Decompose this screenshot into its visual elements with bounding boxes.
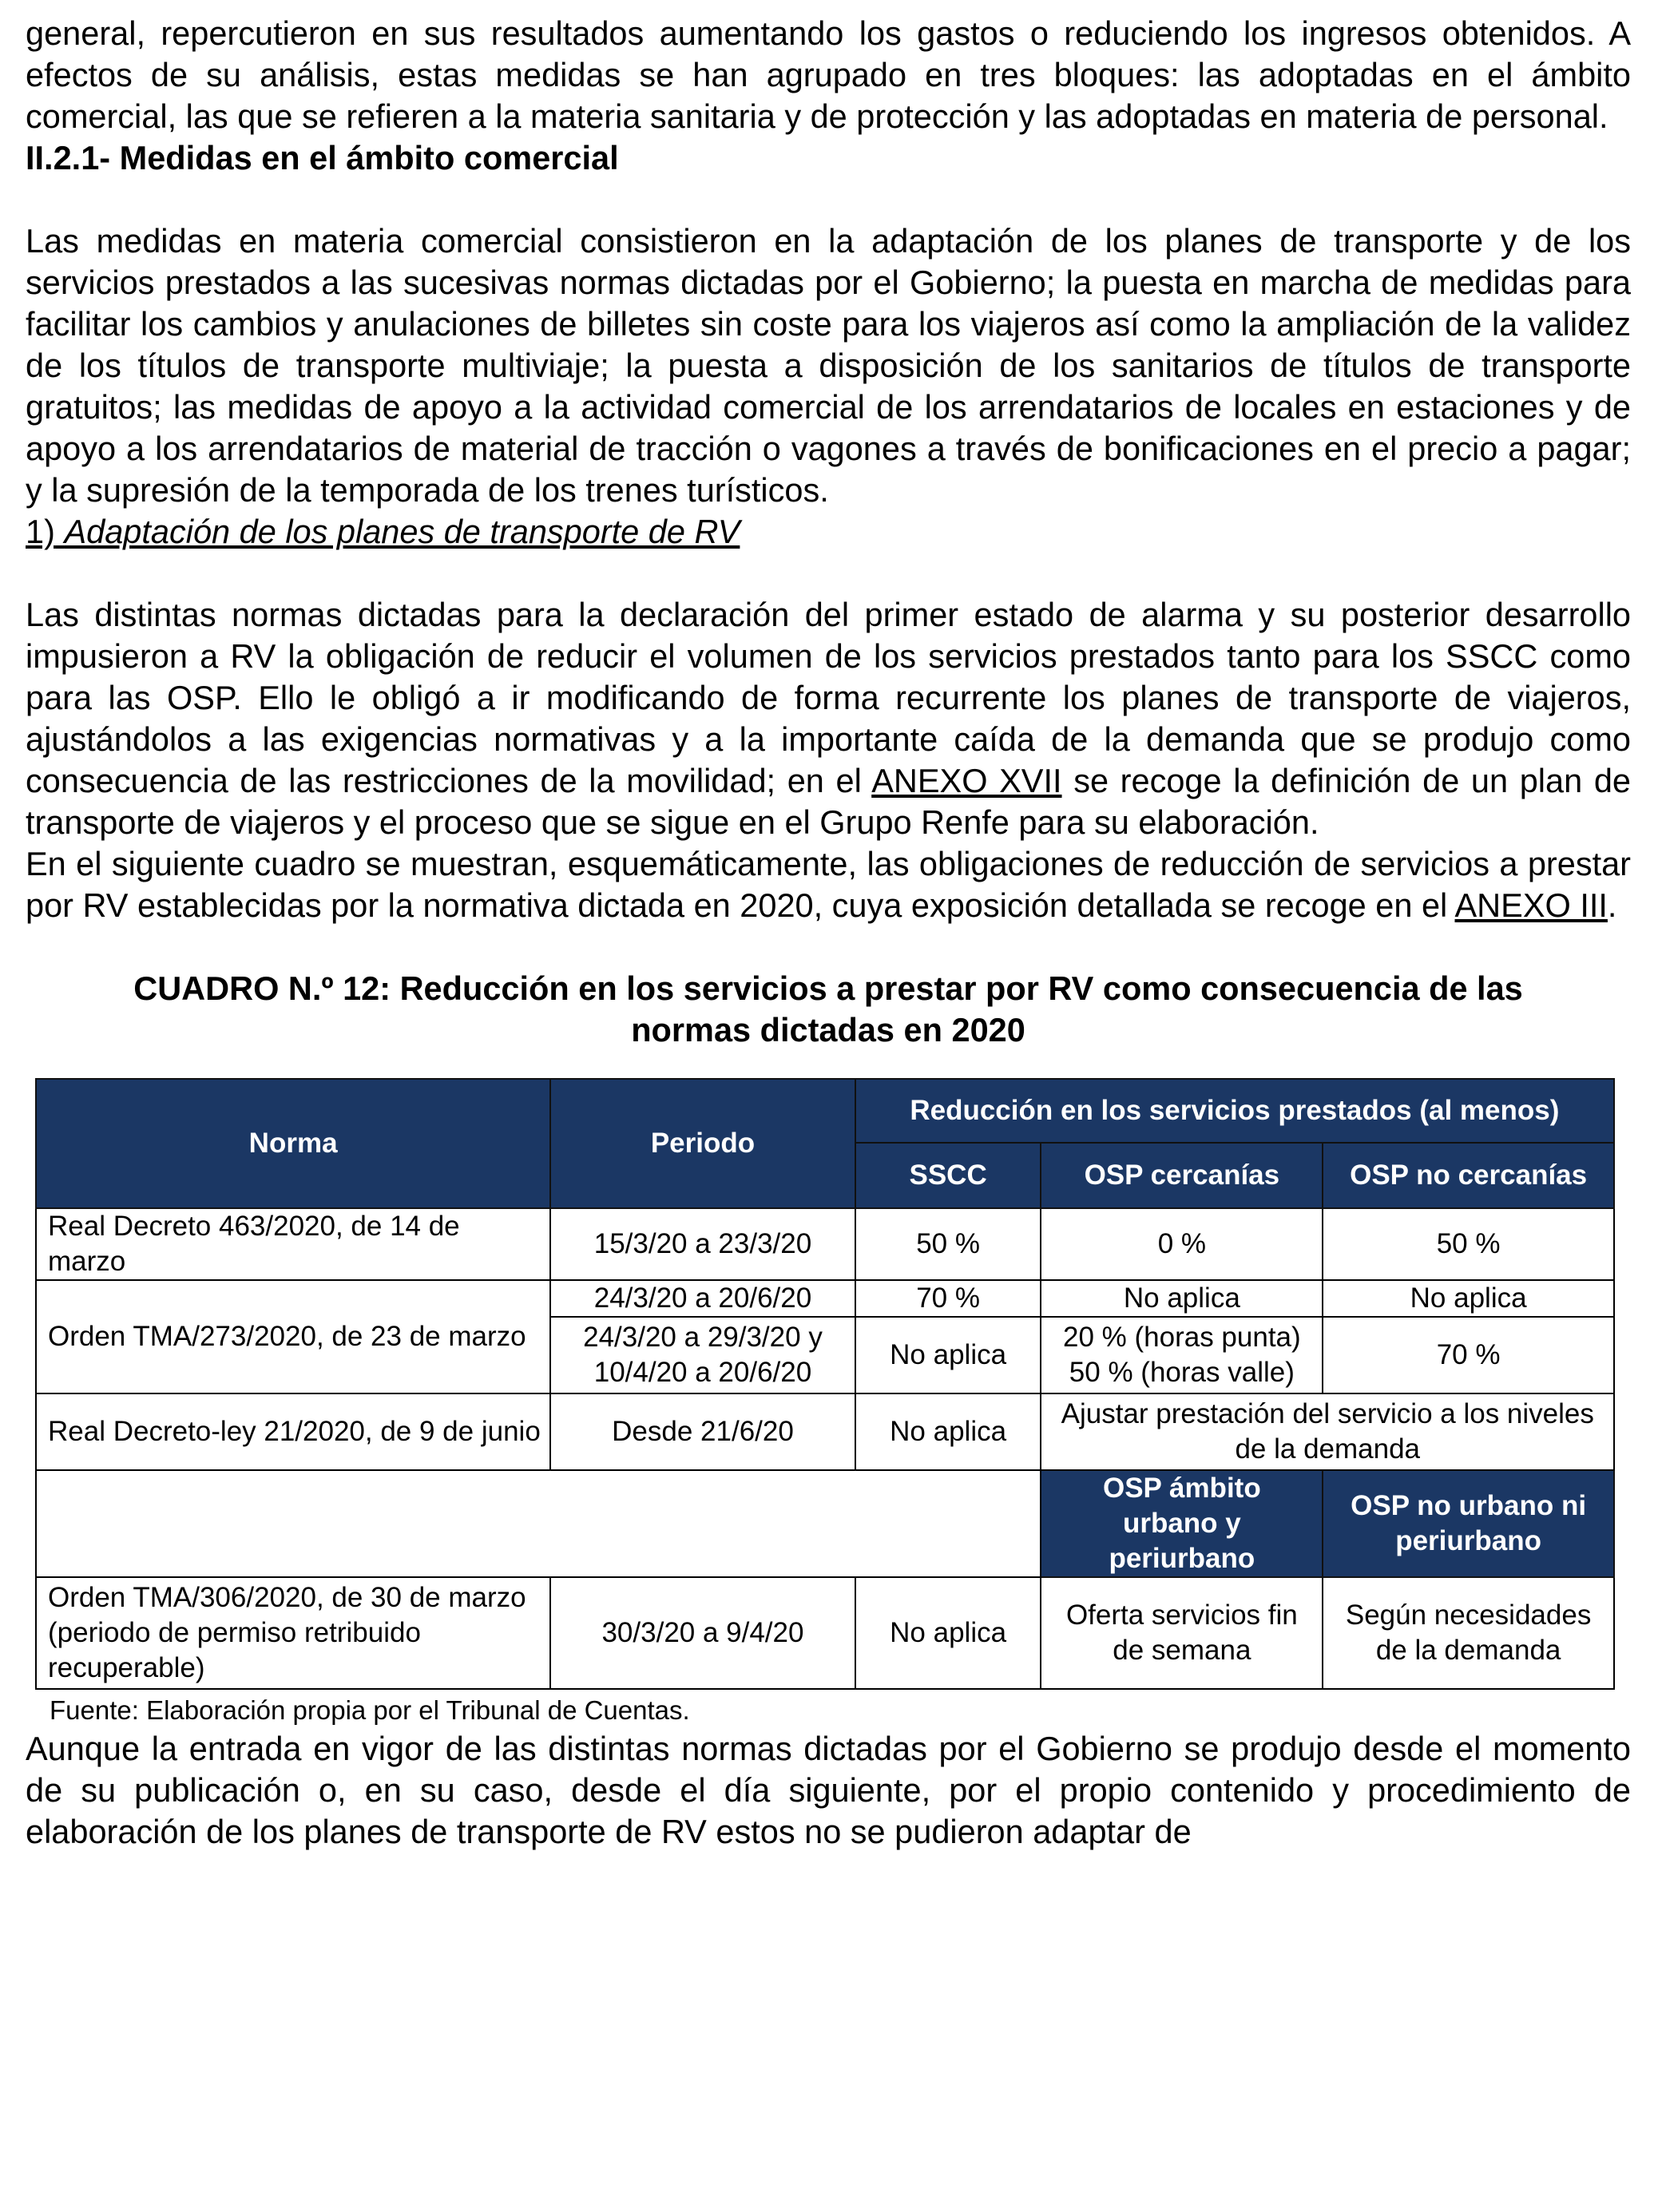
cell-line: Orden TMA/306/2020, de 30 de marzo <box>48 1582 526 1613</box>
subsection-heading <box>26 511 1631 553</box>
table-title-line: normas dictadas en 2020 <box>631 1011 1025 1049</box>
annex-xvii-link[interactable]: ANEXO XVII <box>871 762 1062 799</box>
cell-periodo <box>550 1317 855 1393</box>
commercial-measures-paragraph: Las medidas en materia comercial consistieron en la adaptación de los planes de transporte y de los servicios prestados a las sucesivas normas dictadas por el Gobierno; la puesta en marcha de medidas para facilitar los cambios y anulaciones de billetes sin coste para los viajeros así como la ampliación de la validez de los títulos de transporte multiviaje; la puesta a disposición de los sanitarios de títulos de transporte gratuitos; las medidas de apoyo a la actividad comercial de los arrendatarios de locales en estaciones y de apoyo a los arrendatarios de material de tracción o vagones a través de bonificaciones en el precio a pagar; y la supresión de la temporada de los trenes turísticos. <box>26 222 1631 509</box>
cell-osp-cercanias <box>1041 1317 1323 1393</box>
cell-sscc: 50 % <box>855 1208 1041 1280</box>
cell-periodo: 15/3/20 a 23/3/20 <box>550 1208 855 1280</box>
paragraph-text: se recoge la definición de un plan de transporte de viajeros y el proceso que se sigue en el Grupo Renfe para su elaboración. <box>26 762 1631 841</box>
cell-line: recuperable) <box>48 1652 205 1683</box>
cell-line: (periodo de permiso retribuido <box>48 1617 421 1648</box>
table-title-line: CUADRO N.º 12: Reducción en los servicios a prestar por RV como consecuencia de las <box>133 969 1523 1007</box>
cell-osp-no-urbano: Según necesidades de la demanda <box>1323 1577 1614 1689</box>
cell-sscc: No aplica <box>855 1317 1041 1393</box>
cell-periodo: 30/3/20 a 9/4/20 <box>550 1577 855 1689</box>
paragraph-text: Las distintas normas dictadas para la declaración del primer estado de alarma y su posterior desarrollo impusieron a RV la obligación de reducir el volumen de los servicios prestados tanto para los SSCC como para las OSP. Ello le obligó a ir modificando de forma recurrente los planes de transporte de viajeros, ajustándolos a las exigencias normativas y a la importante caída de la demanda que se produjo como consecuencia de las restricciones de la movilidad; en el <box>26 596 1631 799</box>
cell-norma: Real Decreto 463/2020, de 14 de marzo <box>36 1208 550 1280</box>
header-norma: Norma <box>36 1079 550 1208</box>
annex-iii-link[interactable]: ANEXO III <box>1454 886 1608 924</box>
header-reduccion: Reducción en los servicios prestados (al menos) <box>855 1079 1614 1143</box>
closing-paragraph: Aunque la entrada en vigor de las distintas normas dictadas por el Gobierno se produjo desde el momento de su publicación o, en su caso, desde el día siguiente, por el propio contenido y procedimiento de elaboración de los planes de transporte de RV estos no se pudieron adaptar de <box>26 1730 1631 1850</box>
cell-norma: Orden TMA/273/2020, de 23 de marzo <box>36 1280 550 1393</box>
table-subheader-row <box>36 1470 1614 1577</box>
cell-sscc: No aplica <box>855 1393 1041 1470</box>
cell-line: 20 % (horas punta) <box>1063 1322 1301 1353</box>
table-title <box>42 968 1615 1051</box>
cell-line: 10/4/20 a 20/6/20 <box>593 1357 812 1388</box>
paragraph-text: . <box>1607 886 1617 924</box>
cell-sscc: No aplica <box>855 1577 1041 1689</box>
header-osp-no-cercanias: OSP no cercanías <box>1323 1143 1614 1208</box>
cell-periodo: Desde 21/6/20 <box>550 1393 855 1470</box>
table-row <box>36 1208 1614 1280</box>
paragraph-text: En el siguiente cuadro se muestran, esquemáticamente, las obligaciones de reducción de servicios a prestar por RV establecidas por la normativa dictada en 2020, cuya exposición detallada se recoge en el <box>26 845 1631 924</box>
cell-osp-no-cercanias: 50 % <box>1323 1208 1614 1280</box>
cell-osp-cercanias: 0 % <box>1041 1208 1323 1280</box>
header-periodo: Periodo <box>550 1079 855 1208</box>
cell-line: 50 % (horas valle) <box>1069 1357 1295 1388</box>
cell-norma <box>36 1577 550 1689</box>
cell-sscc: 70 % <box>855 1280 1041 1317</box>
cell-periodo: 24/3/20 a 20/6/20 <box>550 1280 855 1317</box>
table-row <box>36 1577 1614 1689</box>
table-source: Fuente: Elaboración propia por el Tribunal de Cuentas. <box>50 1695 690 1725</box>
subsection-title: Adaptación de los planes de transporte de RV <box>64 513 740 550</box>
cell-norma: Real Decreto-ley 21/2020, de 9 de junio <box>36 1393 550 1470</box>
transport-plans-paragraph <box>26 594 1631 843</box>
section-heading: II.2.1- Medidas en el ámbito comercial <box>26 139 619 176</box>
table-row <box>36 1280 1614 1317</box>
intro-paragraph: general, repercutieron en sus resultados aumentando los gastos o reduciendo los ingresos obtenidos. A efectos de su análisis, estas medidas se han agrupado en tres bloques: las adoptadas en el ámbito comercial, las que se refieren a la materia sanitaria y de protección y las adoptadas en materia de personal. <box>26 14 1631 135</box>
table-row <box>36 1393 1614 1470</box>
table-intro-paragraph <box>26 843 1631 926</box>
cell-osp-urbano: Oferta servicios fin de semana <box>1041 1577 1323 1689</box>
document-page <box>26 13 1631 1853</box>
service-reduction-table <box>35 1078 1615 1690</box>
cell-line: 24/3/20 a 29/3/20 y <box>583 1322 823 1353</box>
cell-osp-no-cercanias: No aplica <box>1323 1280 1614 1317</box>
subsection-number: 1) <box>26 513 55 550</box>
header-osp-cercanias: OSP cercanías <box>1041 1143 1323 1208</box>
cell-osp-cercanias: No aplica <box>1041 1280 1323 1317</box>
cell-osp-merged: Ajustar prestación del servicio a los niveles de la demanda <box>1041 1393 1614 1470</box>
header-sscc: SSCC <box>855 1143 1041 1208</box>
header-osp-urbano: OSP ámbito urbano y periurbano <box>1041 1470 1323 1577</box>
blank-cell <box>36 1470 1041 1577</box>
cell-osp-no-cercanias: 70 % <box>1323 1317 1614 1393</box>
header-osp-no-urbano: OSP no urbano ni periurbano <box>1323 1470 1614 1577</box>
